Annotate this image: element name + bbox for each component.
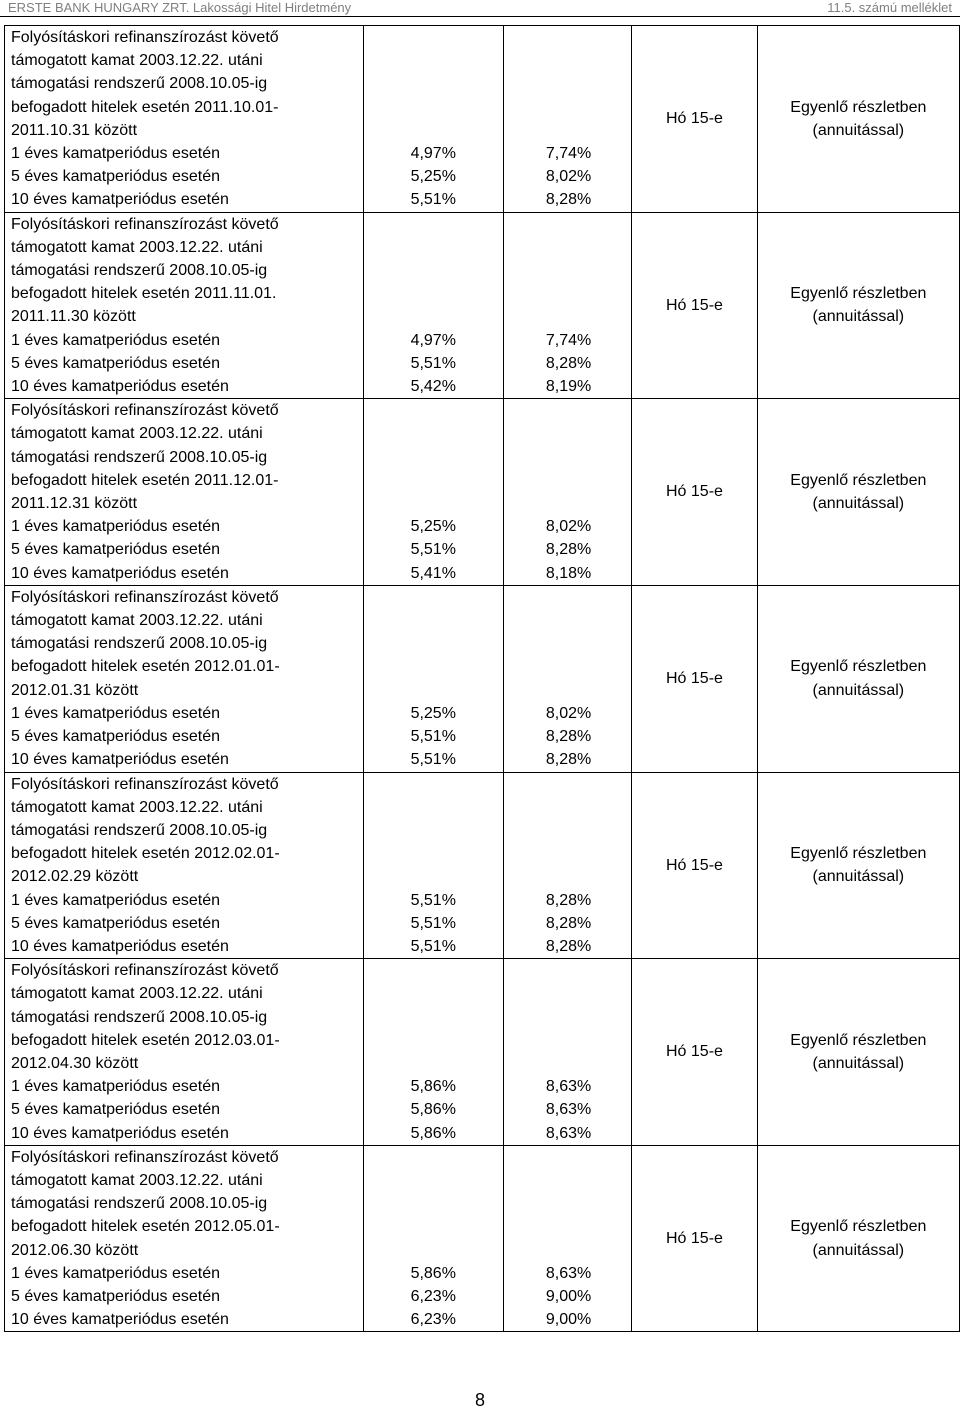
loan-description-line: 2011.10.31 között — [11, 121, 138, 139]
repayment-method-text: Egyenlő részletben — [790, 1031, 927, 1049]
borrower-rate-cell — [363, 26, 503, 213]
loan-description-line: 2011.12.31 között — [11, 495, 138, 513]
cell-spacer — [504, 399, 631, 515]
loan-description-line: támogatott kamat 2003.12.22. utáni — [11, 52, 263, 70]
loan-description-line: támogatási rendszerű 2008.10.05-ig — [11, 448, 268, 466]
loan-description-line: befogadott hitelek esetén 2012.02.01- — [11, 845, 280, 863]
cell-spacer — [504, 26, 631, 142]
total-rate-value: 8,02% — [545, 168, 592, 186]
interest-period-label: 10 éves kamatperiódus esetén — [11, 191, 229, 209]
cell-spacer — [364, 959, 503, 1075]
borrower-rate-value: 5,51% — [410, 914, 456, 932]
borrower-rate-value: 5,51% — [410, 728, 456, 746]
interest-period-label: 1 éves kamatperiódus esetén — [11, 1078, 221, 1096]
borrower-rate-value: 4,97% — [410, 331, 456, 349]
total-rate-value: 7,74% — [545, 145, 592, 162]
payment-due-text: Hó 15-e — [666, 1229, 723, 1247]
loan-description-line: támogatott kamat 2003.12.22. utáni — [11, 612, 263, 630]
total-rate-value: 9,00% — [545, 1287, 592, 1305]
total-rate-value: 8,19% — [545, 378, 592, 396]
loan-description-line: 2012.01.31 között — [11, 681, 139, 699]
total-rate-cell — [503, 26, 631, 213]
total-rate-value: 8,02% — [545, 704, 592, 722]
header-bank-title: ERSTE BANK HUNGARY ZRT. Lakossági Hitel Hirdetmény — [8, 0, 352, 15]
loan-description-line: Folyósításkori refinanszírozást követő — [11, 962, 279, 980]
loan-description-cell — [5, 212, 364, 399]
loan-description-line: Folyósításkori refinanszírozást követő — [11, 29, 279, 46]
interest-period-label: 5 éves kamatperiódus esetén — [11, 1101, 221, 1119]
borrower-rate-cell — [363, 399, 503, 586]
total-rate-cell — [503, 959, 631, 1146]
total-rate-cell — [503, 399, 631, 586]
interest-period-label: 5 éves kamatperiódus esetén — [11, 354, 221, 372]
cell-spacer — [504, 959, 631, 1075]
repayment-method-text: Egyenlő részletben — [790, 1218, 927, 1236]
borrower-rate-value: 5,25% — [410, 168, 456, 186]
loan-description-line: 2012.02.29 között — [11, 868, 139, 886]
loan-description-cell — [5, 26, 364, 213]
borrower-rate-cell — [363, 1145, 503, 1332]
interest-period-label: 1 éves kamatperiódus esetén — [11, 704, 221, 722]
interest-period-label: 1 éves kamatperiódus esetén — [11, 518, 221, 536]
repayment-method-text: (annuitással) — [812, 495, 905, 513]
loan-description-line: befogadott hitelek esetén 2011.10.01- — [11, 98, 279, 116]
interest-period-label: 10 éves kamatperiódus esetén — [11, 378, 229, 396]
interest-period-label: 10 éves kamatperiódus esetén — [11, 1124, 229, 1142]
borrower-rate-value: 5,86% — [410, 1264, 456, 1282]
page-header — [0, 0, 960, 17]
repayment-method-text: (annuitással) — [812, 121, 905, 139]
table-row — [5, 399, 960, 586]
repayment-method-text: (annuitással) — [812, 868, 905, 886]
borrower-rate-value: 5,42% — [410, 378, 456, 396]
payment-due-text: Hó 15-e — [666, 483, 723, 501]
table-row — [5, 959, 960, 1146]
interest-period-label: 5 éves kamatperiódus esetén — [11, 914, 221, 932]
table-row — [5, 26, 960, 213]
borrower-rate-value: 5,25% — [410, 518, 456, 536]
payment-due-text: Hó 15-e — [666, 110, 723, 128]
borrower-rate-cell — [363, 772, 503, 959]
repayment-method-text: Egyenlő részletben — [790, 845, 927, 863]
table-row — [5, 212, 960, 399]
cell-spacer — [364, 399, 503, 515]
repayment-method-cell — [757, 212, 959, 399]
loan-description-line: befogadott hitelek esetén 2012.03.01- — [11, 1031, 280, 1049]
cell-spacer — [364, 586, 503, 702]
borrower-rate-value: 5,41% — [410, 564, 456, 582]
total-rate-value: 7,74% — [545, 331, 592, 349]
loan-description-line: támogatott kamat 2003.12.22. utáni — [11, 985, 263, 1003]
loan-description-cell — [5, 399, 364, 586]
loan-description-line: Folyósításkori refinanszírozást követő — [11, 588, 279, 606]
loan-description-line: támogatási rendszerű 2008.10.05-ig — [11, 635, 268, 653]
borrower-rate-cell — [363, 959, 503, 1146]
cell-spacer — [364, 773, 503, 889]
payment-due-text: Hó 15-e — [666, 670, 723, 688]
payment-due-text: Hó 15-e — [666, 1043, 723, 1061]
repayment-method-text: (annuitással) — [812, 681, 905, 699]
borrower-rate-value: 5,51% — [410, 937, 456, 955]
loan-description-line: 2011.11.30 között — [11, 308, 136, 326]
borrower-rate-value: 6,23% — [410, 1287, 456, 1305]
borrower-rate-value: 5,86% — [410, 1078, 456, 1096]
interest-period-label: 1 éves kamatperiódus esetén — [11, 145, 221, 163]
cell-spacer — [504, 1146, 631, 1262]
cell-spacer — [504, 213, 631, 329]
loan-description-cell — [5, 959, 364, 1146]
borrower-rate-value: 5,25% — [410, 704, 456, 722]
borrower-rate-value: 5,86% — [410, 1101, 456, 1119]
repayment-method-cell — [757, 772, 959, 959]
repayment-method-cell — [757, 585, 959, 772]
total-rate-value: 9,00% — [545, 1311, 592, 1329]
total-rate-value: 8,28% — [545, 891, 592, 909]
borrower-rate-value: 5,51% — [410, 354, 456, 372]
total-rate-value: 8,28% — [545, 937, 592, 955]
total-rate-value: 8,18% — [545, 564, 592, 582]
payment-due-cell — [632, 26, 757, 213]
total-rate-cell — [503, 585, 631, 772]
total-rate-value: 8,28% — [545, 541, 592, 559]
total-rate-cell — [503, 772, 631, 959]
loan-description-line: Folyósításkori refinanszírozást követő — [11, 402, 279, 420]
total-rate-cell — [503, 1145, 631, 1332]
table-row — [5, 585, 960, 772]
interest-period-label: 10 éves kamatperiódus esetén — [11, 1311, 229, 1329]
borrower-rate-value: 5,51% — [410, 541, 456, 559]
total-rate-value: 8,63% — [545, 1264, 592, 1282]
payment-due-cell — [632, 1145, 757, 1332]
interest-period-label: 5 éves kamatperiódus esetén — [11, 541, 221, 559]
repayment-method-text: Egyenlő részletben — [790, 285, 927, 303]
interest-rate-table — [4, 25, 960, 1332]
loan-description-line: 2012.04.30 között — [11, 1054, 139, 1072]
total-rate-value: 8,28% — [545, 751, 592, 769]
loan-description-line: Folyósításkori refinanszírozást követő — [11, 215, 279, 233]
total-rate-value: 8,63% — [545, 1101, 592, 1119]
cell-spacer — [364, 1146, 503, 1262]
repayment-method-cell — [757, 959, 959, 1146]
repayment-method-text: (annuitással) — [812, 1054, 905, 1072]
header-annex-label: 11.5. számú melléklet — [827, 0, 952, 15]
payment-due-text: Hó 15-e — [666, 296, 723, 314]
repayment-method-text: (annuitással) — [812, 308, 905, 326]
cell-spacer — [504, 586, 631, 702]
total-rate-value: 8,63% — [545, 1078, 592, 1096]
loan-description-cell — [5, 585, 364, 772]
borrower-rate-cell — [363, 585, 503, 772]
payment-due-cell — [632, 212, 757, 399]
payment-due-cell — [632, 585, 757, 772]
interest-period-label: 5 éves kamatperiódus esetén — [11, 1287, 221, 1305]
table-row — [5, 772, 960, 959]
repayment-method-cell — [757, 26, 959, 213]
repayment-method-text: (annuitással) — [812, 1241, 905, 1259]
repayment-method-text: Egyenlő részletben — [790, 471, 927, 489]
loan-description-line: támogatási rendszerű 2008.10.05-ig — [11, 75, 268, 93]
total-rate-value: 8,28% — [545, 728, 592, 746]
page-number: 8 — [474, 1390, 485, 1410]
interest-period-label: 1 éves kamatperiódus esetén — [11, 1264, 221, 1282]
loan-description-line: befogadott hitelek esetén 2011.12.01- — [11, 471, 279, 489]
loan-description-cell — [5, 1145, 364, 1332]
total-rate-cell — [503, 212, 631, 399]
loan-description-line: támogatási rendszerű 2008.10.05-ig — [11, 1195, 268, 1213]
loan-description-line: Folyósításkori refinanszírozást követő — [11, 1148, 279, 1166]
cell-spacer — [504, 773, 631, 889]
loan-description-cell — [5, 772, 364, 959]
loan-description-line: támogatott kamat 2003.12.22. utáni — [11, 1171, 263, 1189]
cell-spacer — [364, 213, 503, 329]
interest-period-label: 1 éves kamatperiódus esetén — [11, 891, 221, 909]
payment-due-cell — [632, 772, 757, 959]
payment-due-cell — [632, 399, 757, 586]
interest-rate-table-body — [5, 26, 960, 1332]
interest-period-label: 10 éves kamatperiódus esetén — [11, 937, 229, 955]
loan-description-line: támogatott kamat 2003.12.22. utáni — [11, 798, 263, 816]
loan-description-line: támogatott kamat 2003.12.22. utáni — [11, 425, 263, 443]
payment-due-cell — [632, 959, 757, 1146]
total-rate-value: 8,63% — [545, 1124, 592, 1142]
borrower-rate-value: 4,97% — [410, 145, 456, 162]
interest-period-label: 10 éves kamatperiódus esetén — [11, 564, 229, 582]
table-row — [5, 1145, 960, 1332]
borrower-rate-value: 5,51% — [410, 891, 456, 909]
interest-period-label: 5 éves kamatperiódus esetén — [11, 728, 221, 746]
repayment-method-text: Egyenlő részletben — [790, 658, 927, 676]
loan-description-line: 2012.06.30 között — [11, 1241, 139, 1259]
loan-description-line: befogadott hitelek esetén 2012.01.01- — [11, 658, 280, 676]
loan-description-line: befogadott hitelek esetén 2011.11.01. — [11, 285, 277, 303]
loan-description-line: támogatási rendszerű 2008.10.05-ig — [11, 262, 268, 280]
total-rate-value: 8,02% — [545, 518, 592, 536]
total-rate-value: 8,28% — [545, 914, 592, 932]
interest-period-label: 10 éves kamatperiódus esetén — [11, 751, 229, 769]
borrower-rate-value: 5,51% — [410, 191, 456, 209]
loan-description-line: támogatási rendszerű 2008.10.05-ig — [11, 821, 268, 839]
borrower-rate-value: 5,51% — [410, 751, 456, 769]
loan-description-line: Folyósításkori refinanszírozást követő — [11, 775, 279, 793]
total-rate-value: 8,28% — [545, 354, 592, 372]
loan-description-line: támogatási rendszerű 2008.10.05-ig — [11, 1008, 268, 1026]
cell-spacer — [364, 26, 503, 142]
total-rate-value: 8,28% — [545, 191, 592, 209]
repayment-method-text: Egyenlő részletben — [790, 98, 927, 116]
loan-description-line: támogatott kamat 2003.12.22. utáni — [11, 238, 263, 256]
borrower-rate-value: 5,86% — [410, 1124, 456, 1142]
loan-description-line: befogadott hitelek esetén 2012.05.01- — [11, 1218, 280, 1236]
payment-due-text: Hó 15-e — [666, 856, 723, 874]
repayment-method-cell — [757, 1145, 959, 1332]
borrower-rate-value: 6,23% — [410, 1311, 456, 1329]
repayment-method-cell — [757, 399, 959, 586]
interest-period-label: 5 éves kamatperiódus esetén — [11, 168, 221, 186]
borrower-rate-cell — [363, 212, 503, 399]
interest-period-label: 1 éves kamatperiódus esetén — [11, 331, 221, 349]
